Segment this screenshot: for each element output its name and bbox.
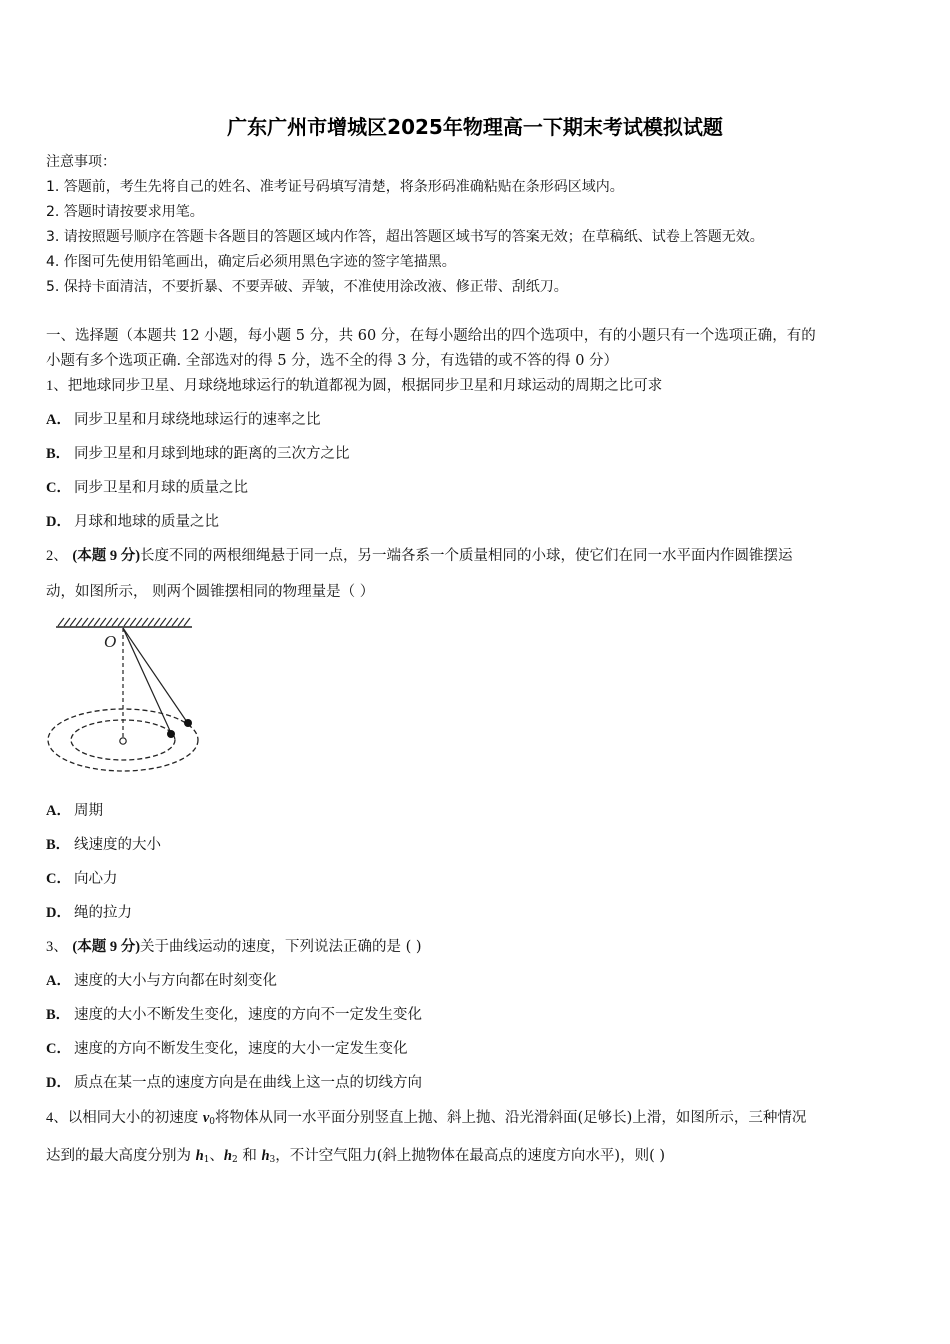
question-1-option-d[interactable] (46, 512, 219, 532)
question-points: (本题 9 分) (72, 939, 141, 955)
pendulum-diagram-icon (44, 610, 209, 785)
question-number: 4、 (46, 1110, 68, 1126)
option-text: 速度的大小与方向都在时刻变化 (74, 973, 277, 989)
question-1-option-b[interactable] (46, 444, 350, 464)
question-text: 达到的最大高度分别为 (46, 1148, 196, 1164)
question-1-option-c[interactable] (46, 478, 248, 498)
page-title: 广东广州市增城区2025年物理高一下期末考试模拟试题 (227, 115, 723, 139)
notice-item: 3. 请按照题号顺序在答题卡各题目的答题区域内作答，超出答题区域书写的答案无效；在草稿纸、试卷上答题无效。 (46, 229, 764, 245)
notice-item: 1. 答题前，考生先将自己的姓名、准考证号码填写清楚，将条形码准确粘贴在条形码区域内。 (46, 179, 624, 195)
option-letter: C． (46, 480, 71, 496)
section-heading: 一、选择题（本题共 12 小题，每小题 5 分，共 60 分，在每小题给出的四个选项中，有的小题只有一个选项正确，有的 (46, 328, 816, 344)
question-text: 将物体从同一水平面分别竖直上抛、斜上抛、沿光滑斜面(足够长)上滑，如图所示，三种情况 (215, 1110, 807, 1126)
height-subscript: 1 (203, 1155, 210, 1165)
notice-item: 5. 保持卡面清洁，不要折暴、不要弄破、弄皱，不准使用涂改液、修正带、刮纸刀。 (46, 279, 568, 295)
option-letter: D． (46, 1075, 71, 1091)
question-1-stem (46, 376, 662, 396)
question-text: 把地球同步卫星、月球绕地球运行的轨道都视为圆，根据同步卫星和月球运动的周期之比可求 (67, 378, 663, 394)
option-text: 质点在某一点的速度方向是在曲线上这一点的切线方向 (74, 1075, 422, 1091)
question-text: 关于曲线运动的速度，下列说法正确的是 ( ) (140, 939, 422, 955)
question-text: 长度不同的两根细绳悬于同一点，另一端各系一个质量相同的小球，使它们在同一水平面内作圆锥摆运 (140, 548, 793, 564)
height-symbol: h (223, 1148, 232, 1164)
question-3-stem (46, 937, 422, 957)
option-text: 同步卫星和月球到地球的距离的三次方之比 (74, 446, 350, 462)
option-letter: A． (46, 973, 71, 989)
velocity-subscript: 0 (209, 1117, 216, 1127)
height-subscript: 2 (232, 1155, 238, 1165)
option-text: 同步卫星和月球的质量之比 (74, 480, 248, 496)
option-letter: A． (46, 412, 71, 428)
notice-item: 2. 答题时请按要求用笔。 (46, 204, 204, 220)
height-symbol: h (261, 1148, 270, 1164)
question-text: 以相同大小的初速度 (67, 1110, 203, 1126)
notice-heading: 注意事项： (46, 154, 116, 170)
option-letter: C． (46, 1041, 71, 1057)
question-3-option-d[interactable] (46, 1073, 422, 1093)
question-2-option-b[interactable] (46, 835, 161, 855)
question-number: 2、 (46, 548, 68, 564)
option-text: 同步卫星和月球绕地球运行的速率之比 (74, 412, 321, 428)
question-2-stem (46, 546, 793, 566)
notice-item: 4. 作图可先使用铅笔画出，确定后必须用黑色字迹的签字笔描黑。 (46, 254, 456, 270)
height-symbol: h (195, 1148, 204, 1164)
question-2-option-a[interactable] (46, 801, 103, 821)
svg-text:O: O (104, 632, 117, 651)
option-text: 周期 (74, 803, 103, 819)
question-2-stem-cont: 动，如图所示， 则两个圆锥摆相同的物理量是（ ） (46, 584, 375, 600)
option-text: 速度的方向不断发生变化，速度的大小一定发生变化 (74, 1041, 408, 1057)
question-2-option-d[interactable] (46, 903, 132, 923)
conjunction: 和 (237, 1148, 262, 1164)
option-text: 向心力 (74, 871, 118, 887)
question-1-option-a[interactable] (46, 410, 321, 430)
height-subscript: 3 (269, 1155, 276, 1165)
option-letter: D． (46, 905, 71, 921)
question-3-option-b[interactable] (46, 1005, 422, 1025)
option-letter: D． (46, 514, 71, 530)
option-letter: B． (46, 837, 71, 853)
velocity-symbol: v (202, 1110, 210, 1126)
question-3-option-c[interactable] (46, 1039, 408, 1059)
option-text: 速度的大小不断发生变化，速度的方向不一定发生变化 (74, 1007, 422, 1023)
option-text: 月球和地球的质量之比 (74, 514, 219, 530)
option-letter: C． (46, 871, 71, 887)
conical-pendulum-figure (44, 610, 209, 785)
question-number: 3、 (46, 939, 68, 955)
question-text: ，不计空气阻力(斜上抛物体在最高点的速度方向水平)，则( ) (275, 1148, 666, 1164)
separator: 、 (209, 1148, 224, 1164)
option-text: 线速度的大小 (74, 837, 161, 853)
option-text: 绳的拉力 (74, 905, 132, 921)
question-points: (本题 9 分) (72, 548, 141, 564)
section-heading: 小题有多个选项正确. 全部选对的得 5 分，选不全的得 3 分，有选错的或不答的得 0 分） (46, 353, 619, 369)
question-2-option-c[interactable] (46, 869, 118, 889)
option-letter: A． (46, 803, 71, 819)
question-number: 1、 (46, 378, 68, 394)
question-3-option-a[interactable] (46, 971, 277, 991)
question-4-stem-cont (46, 1146, 665, 1170)
question-4-stem (46, 1108, 806, 1132)
option-letter: B． (46, 446, 71, 462)
option-letter: B． (46, 1007, 71, 1023)
